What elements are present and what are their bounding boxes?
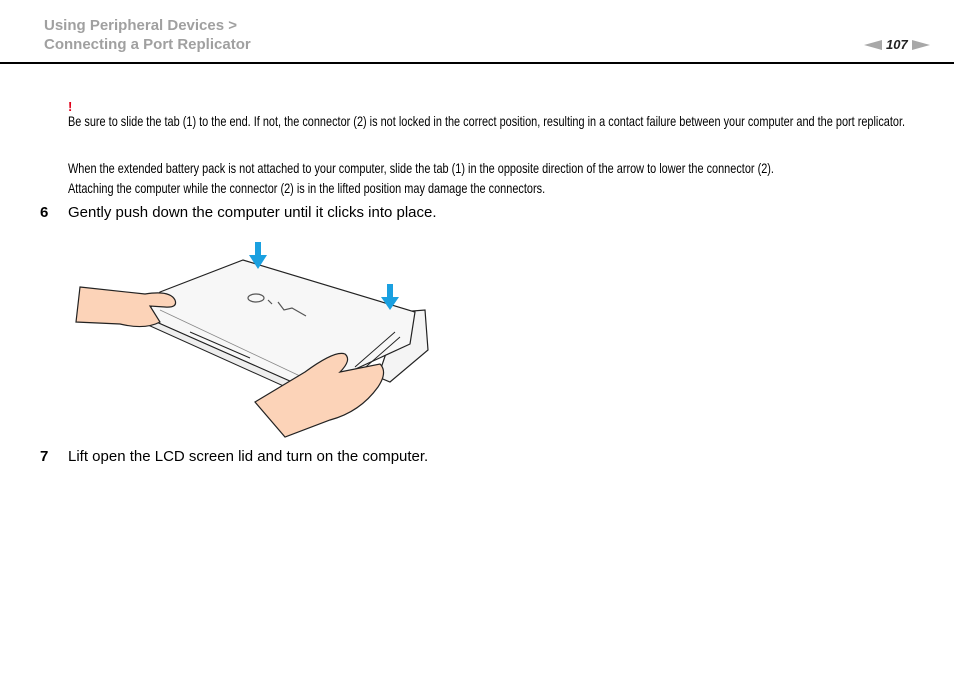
step-number: 7 [40,448,49,465]
info-note-line-1: When the extended battery pack is not attached to your computer, slide the tab (1) in the opposite direction of the arrow to lower the connector (2). [68,160,774,176]
warning-icon: ! [68,99,73,114]
step-text: Lift open the LCD screen lid and turn on the computer. [68,448,429,465]
info-note-line-2: Attaching the computer while the connector (2) is in the lifted position may damage the connectors. [68,180,546,196]
previous-page-arrow-icon[interactable] [864,40,882,50]
breadcrumb-page-title: Connecting a Port Replicator [44,36,251,53]
page-navigation [864,37,930,52]
page-number: 107 [886,37,908,52]
breadcrumb-section[interactable]: Using Peripheral Devices > [44,17,238,34]
info-note [68,160,914,200]
step-number: 6 [40,204,49,221]
next-page-arrow-icon[interactable] [912,40,930,50]
step-text: Gently push down the computer until it clicks into place. [68,204,437,221]
laptop-docking-illustration [60,232,440,442]
step-7 [40,448,428,465]
caution-note: Be sure to slide the tab (1) to the end. If not, the connector (2) is not locked in the correct position, resulting in a contact failure between your computer and the port replicator. [68,113,906,129]
header-divider [0,62,954,64]
step-6 [40,204,437,221]
